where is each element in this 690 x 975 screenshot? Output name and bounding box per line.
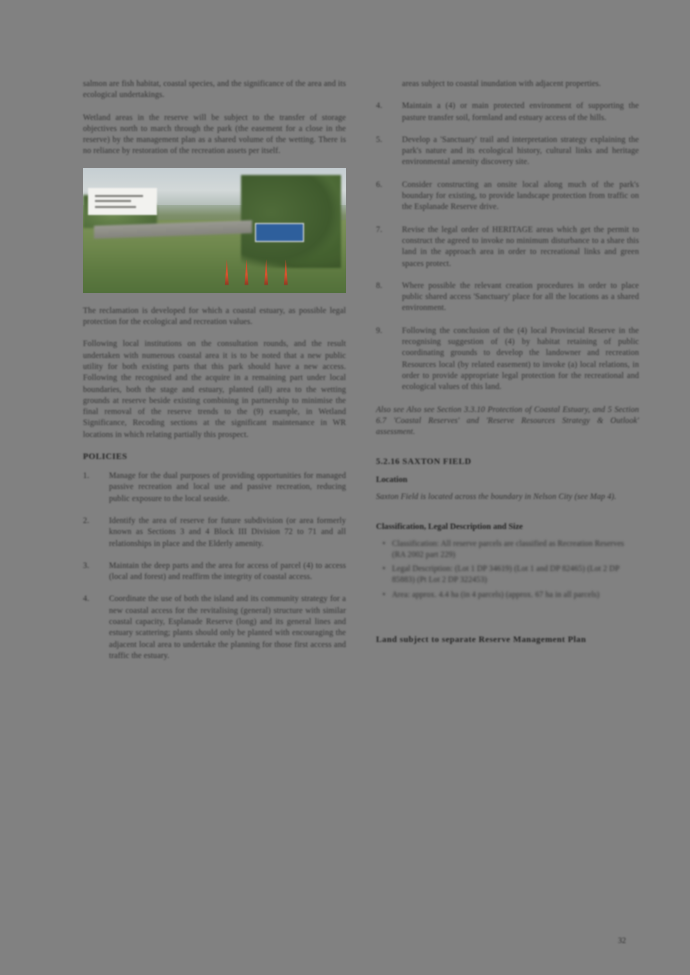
list-item-number: 4.	[376, 101, 383, 111]
list-item-text: Following the conclusion of the (4) local Provincial Reserve in the recognising suggestion of (4) by habitat retaining of public coordinating grounds to develop the landowner and recreation Resources local (by related easement) to invoke (a) local relations, in order to provide appropriate legal protection for the recreational and ecological values of this land.	[402, 325, 639, 392]
photo-traffic-cones	[220, 248, 309, 286]
list-item-number: 6.	[376, 179, 383, 189]
cone-icon	[243, 259, 250, 285]
paragraph: Wetland areas in the reserve will be subject to the transfer of storage objectives north to march through the park (the easement for a close in the reserve) by the management plan as a shared volume of the wetting. There is no reliance by restoration of the recreation assets per itself.	[83, 112, 346, 156]
classification-bullets	[376, 538, 639, 600]
list-item-text: Area: approx. 4.4 ha (in 4 parcels) (approx. 67 ha in all parcels)	[392, 589, 600, 599]
cone-icon	[263, 259, 270, 285]
list-item	[376, 179, 639, 213]
list-item-text: Classification: All reserve parcels are classified as Recreation Reserves (RA 2002 part 229)	[392, 538, 625, 559]
page-number: 32	[618, 936, 626, 945]
list-item	[83, 515, 346, 549]
list-item	[376, 589, 639, 600]
policies-list-continued	[376, 78, 639, 393]
overlay-line	[95, 206, 136, 208]
list-item-text: Where possible the relevant creation procedures in order to place public shared access 'Sanctuary' place for all the locations as a shared environment.	[402, 280, 639, 313]
list-item-text: Develop a 'Sanctuary' trail and interpretation strategy explaining the park's nature and its ecological history, cultural links and heritage environmental amenity discovery site.	[402, 134, 639, 167]
list-item	[376, 78, 639, 89]
list-item	[376, 325, 639, 393]
paragraph: salmon are fish habitat, coastal species, and the significance of the area and its ecological undertakings.	[83, 79, 346, 100]
list-item-text: Manage for the dual purposes of providing opportunities for managed passive recreation and local use and passive recreation, reducing public exposure to the local seaside.	[109, 471, 346, 503]
list-item-number: 2.	[83, 515, 90, 525]
list-item	[83, 470, 346, 504]
photograph-coastal-reserve	[83, 168, 346, 293]
list-item-number: 1.	[83, 471, 90, 481]
spacer	[376, 514, 639, 522]
section-heading: 5.2.16 SAXTON FIELD	[376, 456, 472, 467]
location-label: Location	[376, 475, 408, 485]
policies-heading: POLICIES	[83, 451, 128, 462]
bullet-icon: •	[382, 589, 386, 599]
list-item	[83, 560, 346, 583]
list-item-number: 4.	[83, 594, 90, 604]
paragraph: Following local institutions on the consultation rounds, and the result undertaken with numerous coastal area it is to be noted that a new public utility for both existing parts that this park should have a new access. Following the recognised and the acquire in a remaining part under local boundaries, both the stage and estuary, planted (all) area to the wetting grounds at reserve beside existing combining in partnership to minimise the final removal of the reserve trends to the (9) example, in Wetland Significance, Recoding sections at the significant maintenance in WR locations in which relating partially this prospect.	[83, 339, 346, 439]
paragraph: The reclamation is developed for which a coastal estuary, as possible legal protection for the ecological and recreation values.	[83, 305, 346, 327]
list-item-text: areas subject to coastal inundation with adjacent properties.	[402, 79, 601, 88]
list-item-number: 9.	[376, 325, 383, 335]
list-item-text: Coordinate the use of both the island and its community strategy for a new coastal access for the revitalising (general) structure with similar coastal capacity, Esplanade Reserve (long) and its general lines and estuary scattering; plants should only be planted with encouraging the adjacent local area to undertake the planning for those first access and traffic the estuary.	[109, 594, 346, 660]
list-item-number: 5.	[376, 134, 383, 144]
list-item-number: 8.	[376, 280, 383, 290]
list-item	[376, 134, 639, 168]
bullet-icon: •	[382, 538, 386, 548]
policies-list	[83, 470, 346, 661]
classification-label: Classification, Legal Description and Size	[376, 521, 523, 531]
list-item	[376, 280, 639, 314]
overlay-line	[95, 200, 131, 202]
separate-plan-note: Land subject to separate Reserve Management Plan	[376, 633, 587, 644]
photo-caption-overlay	[88, 188, 156, 216]
location-text: Saxton Field is located across the boundary in Nelson City (see Map 4).	[376, 492, 617, 502]
list-item-number: 7.	[376, 224, 383, 234]
list-item-number: 3.	[83, 560, 90, 570]
cross-reference-note: Also see Also see Section 3.3.10 Protection of Coastal Estuary, and 5 Section 6.7 'Coastal Reserves' and 'Reserve Resources Strategy & Outlook' assessment.	[376, 404, 639, 437]
list-item-text: Legal Description: (Lot 1 DP 34619) (Lot 1 and DP 82465) (Lot 2 DP 85883) (Pt Lot 2 DP 322453)	[392, 564, 620, 585]
list-item-text: Consider constructing an onsite local along much of the park's boundary for existing, to provide landscape protection from traffic on the Esplanade Reserve drive.	[402, 179, 639, 212]
photo-road-sign	[255, 223, 304, 243]
list-item-text: Identify the area of reserve for future subdivision (or area formerly known as Sections 3 and 4 Block III Division 72 to 71 and all relationships in place and the Elderly amenity.	[109, 515, 346, 548]
cone-icon	[223, 259, 230, 285]
list-item-text: Maintain a (4) or main protected environment of supporting the pasture transfer soil, formland and estuary access of the hills.	[402, 101, 639, 122]
list-item-text: Maintain the deep parts and the area for access of parcel (4) to access (local and forest) and reaffirm the integrity of coastal access.	[109, 560, 346, 582]
overlay-line	[95, 195, 143, 197]
list-item-text: Revise the legal order of HERITAGE areas which get the permit to construct the agreed to invoke no minimum disturbance to a share this land in the approach area in order to recreational links and green spaces protect.	[402, 224, 639, 268]
list-item-number	[376, 78, 402, 89]
left-column	[83, 78, 346, 935]
spacer	[376, 610, 639, 624]
right-column	[376, 78, 639, 935]
spacer	[376, 448, 639, 456]
list-item	[376, 563, 639, 585]
list-item	[376, 538, 639, 560]
list-item	[83, 593, 346, 661]
list-item	[376, 224, 639, 269]
bullet-icon: •	[382, 564, 386, 574]
cone-icon	[282, 259, 289, 285]
list-item	[376, 100, 639, 123]
